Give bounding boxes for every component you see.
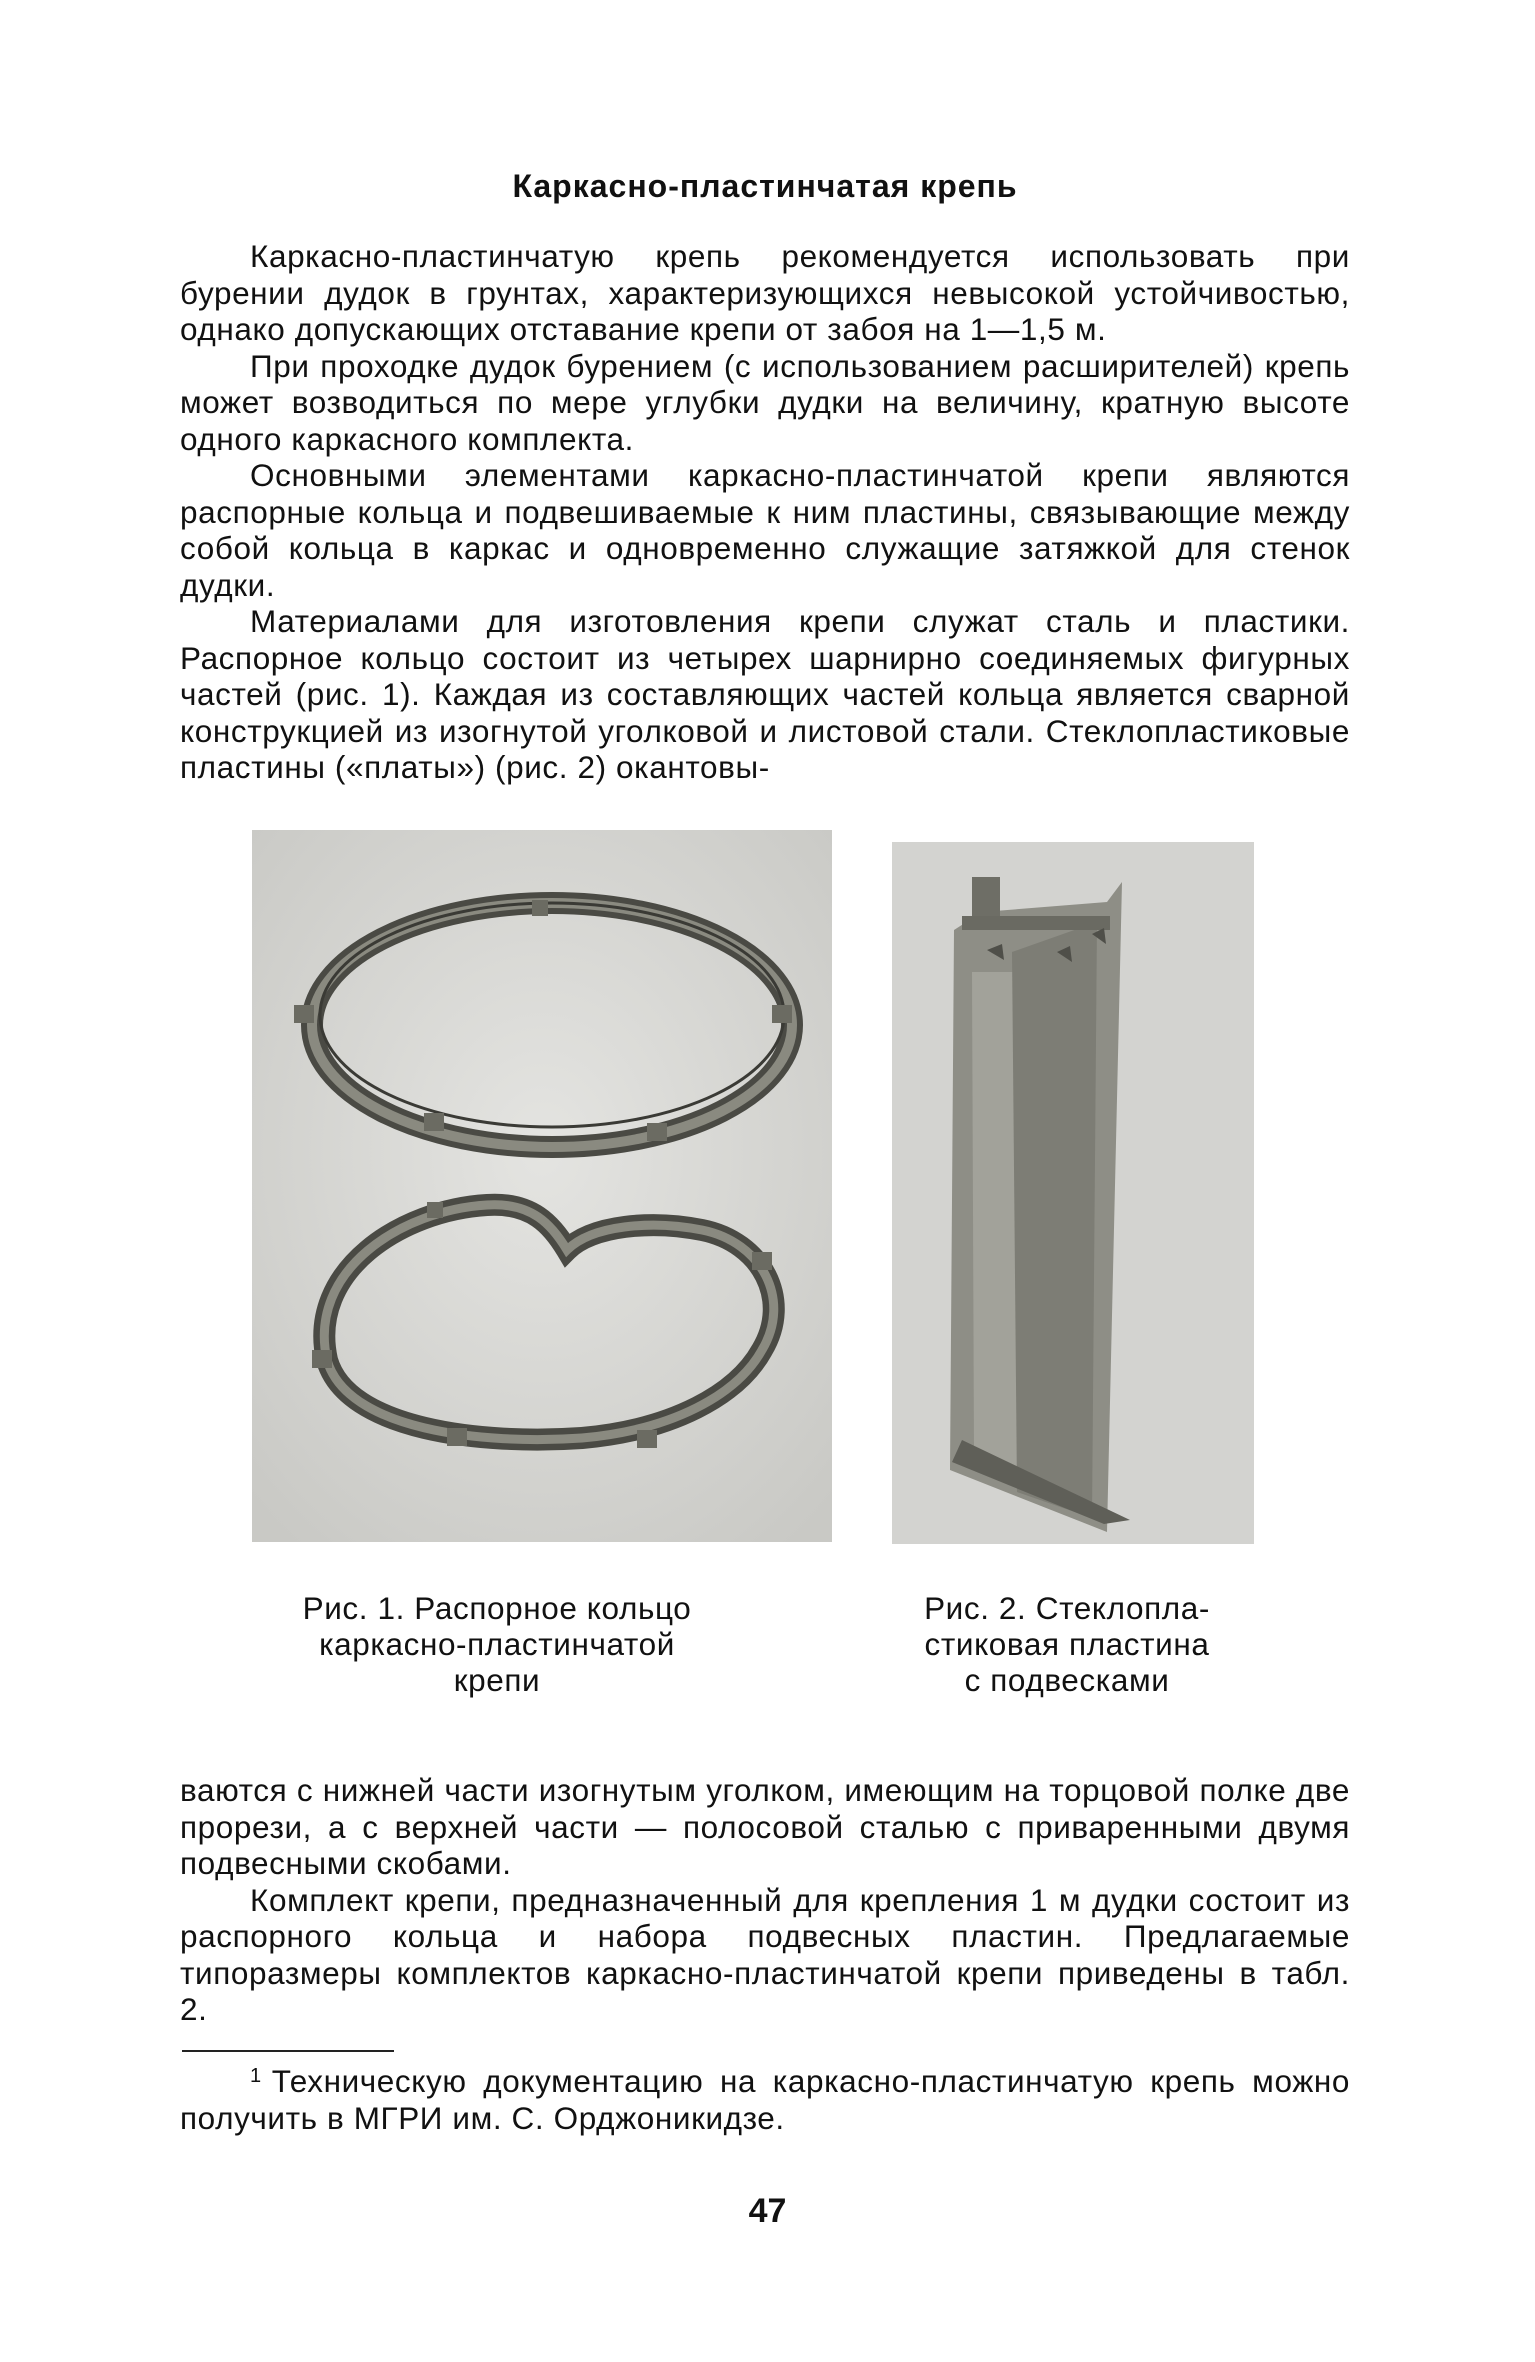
caption-line: с подвесками — [964, 1662, 1170, 1698]
fiberglass-plate-illustration — [892, 842, 1254, 1544]
paragraph: При проходке дудок бурением (с использованием расширителей) крепь может возводиться по мере углубки дудки на величину, кратную высоте одного каркасного комплекта. — [180, 347, 1350, 457]
footnote — [180, 2058, 1350, 2136]
body-text-bottom — [180, 1772, 1350, 2028]
caption-line: Рис. 1. Распорное кольцо — [302, 1590, 692, 1626]
caption-line: крепи — [453, 1662, 541, 1698]
figure-1-caption — [262, 1590, 732, 1698]
caption-line: стиковая пластина — [924, 1626, 1210, 1662]
paragraph: Комплект крепи, предназначенный для крепления 1 м дудки состоит из распорного кольца и набора подвесных пластин. Предлагаемые типоразмеры комплектов каркасно-пластинчатой крепи приведены в табл. 2. — [180, 1881, 1350, 2027]
footnote-marker: 1 — [250, 2065, 262, 2087]
footnote-text: Техническую документацию на каркасно-пластинчатую крепь можно получить в МГРИ им. С. Орджоникидзе. — [180, 2063, 1350, 2136]
paragraph: Каркасно-пластинчатую крепь рекомендуется использовать при бурении дудок в грунтах, характеризующихся невысокой устойчивостью, однако допускающих отставание крепи от забоя на 1—1,5 м. — [180, 238, 1350, 347]
plate — [950, 877, 1130, 1532]
figure-1-photo — [252, 830, 832, 1542]
footnote-divider — [182, 2050, 394, 2052]
paragraph: Основными элементами каркасно-пластинчатой крепи являются распорные кольца и подвешиваемые к ним пластины, связывающие между собой кольца в каркас и одновременно служащие затяжкой для стенок дудки. — [180, 457, 1350, 603]
page-number: 47 — [748, 2192, 787, 2230]
caption-line: Рис. 2. Стеклопла- — [924, 1590, 1210, 1626]
paragraph: ваются с нижней части изогнутым уголком, имеющим на торцовой полке две прорези, а с верхней части — полосовой сталью с приваренными двумя подвесными скобами. — [180, 1772, 1350, 1881]
hanger-bracket — [972, 877, 1000, 917]
figure-2-caption — [872, 1590, 1262, 1698]
body-text-top — [180, 238, 1350, 786]
caption-line: каркасно-пластинчатой — [319, 1626, 675, 1662]
section-heading: Каркасно-пластинчатая крепь — [512, 168, 1018, 204]
paragraph: Материалами для изготовления крепи служат сталь и пластики. Распорное кольцо состоит из четырех шарнирно соединяемых фигурных частей (рис. 1). Каждая из составляющих частей кольца является сварной конструкцией из изогнутой уголковой и листовой стали. Стеклопластиковые пластины («платы») (рис. 2) окантовы- — [180, 603, 1350, 785]
spacer-ring-illustration — [252, 830, 832, 1542]
figure-2-photo — [892, 842, 1254, 1544]
